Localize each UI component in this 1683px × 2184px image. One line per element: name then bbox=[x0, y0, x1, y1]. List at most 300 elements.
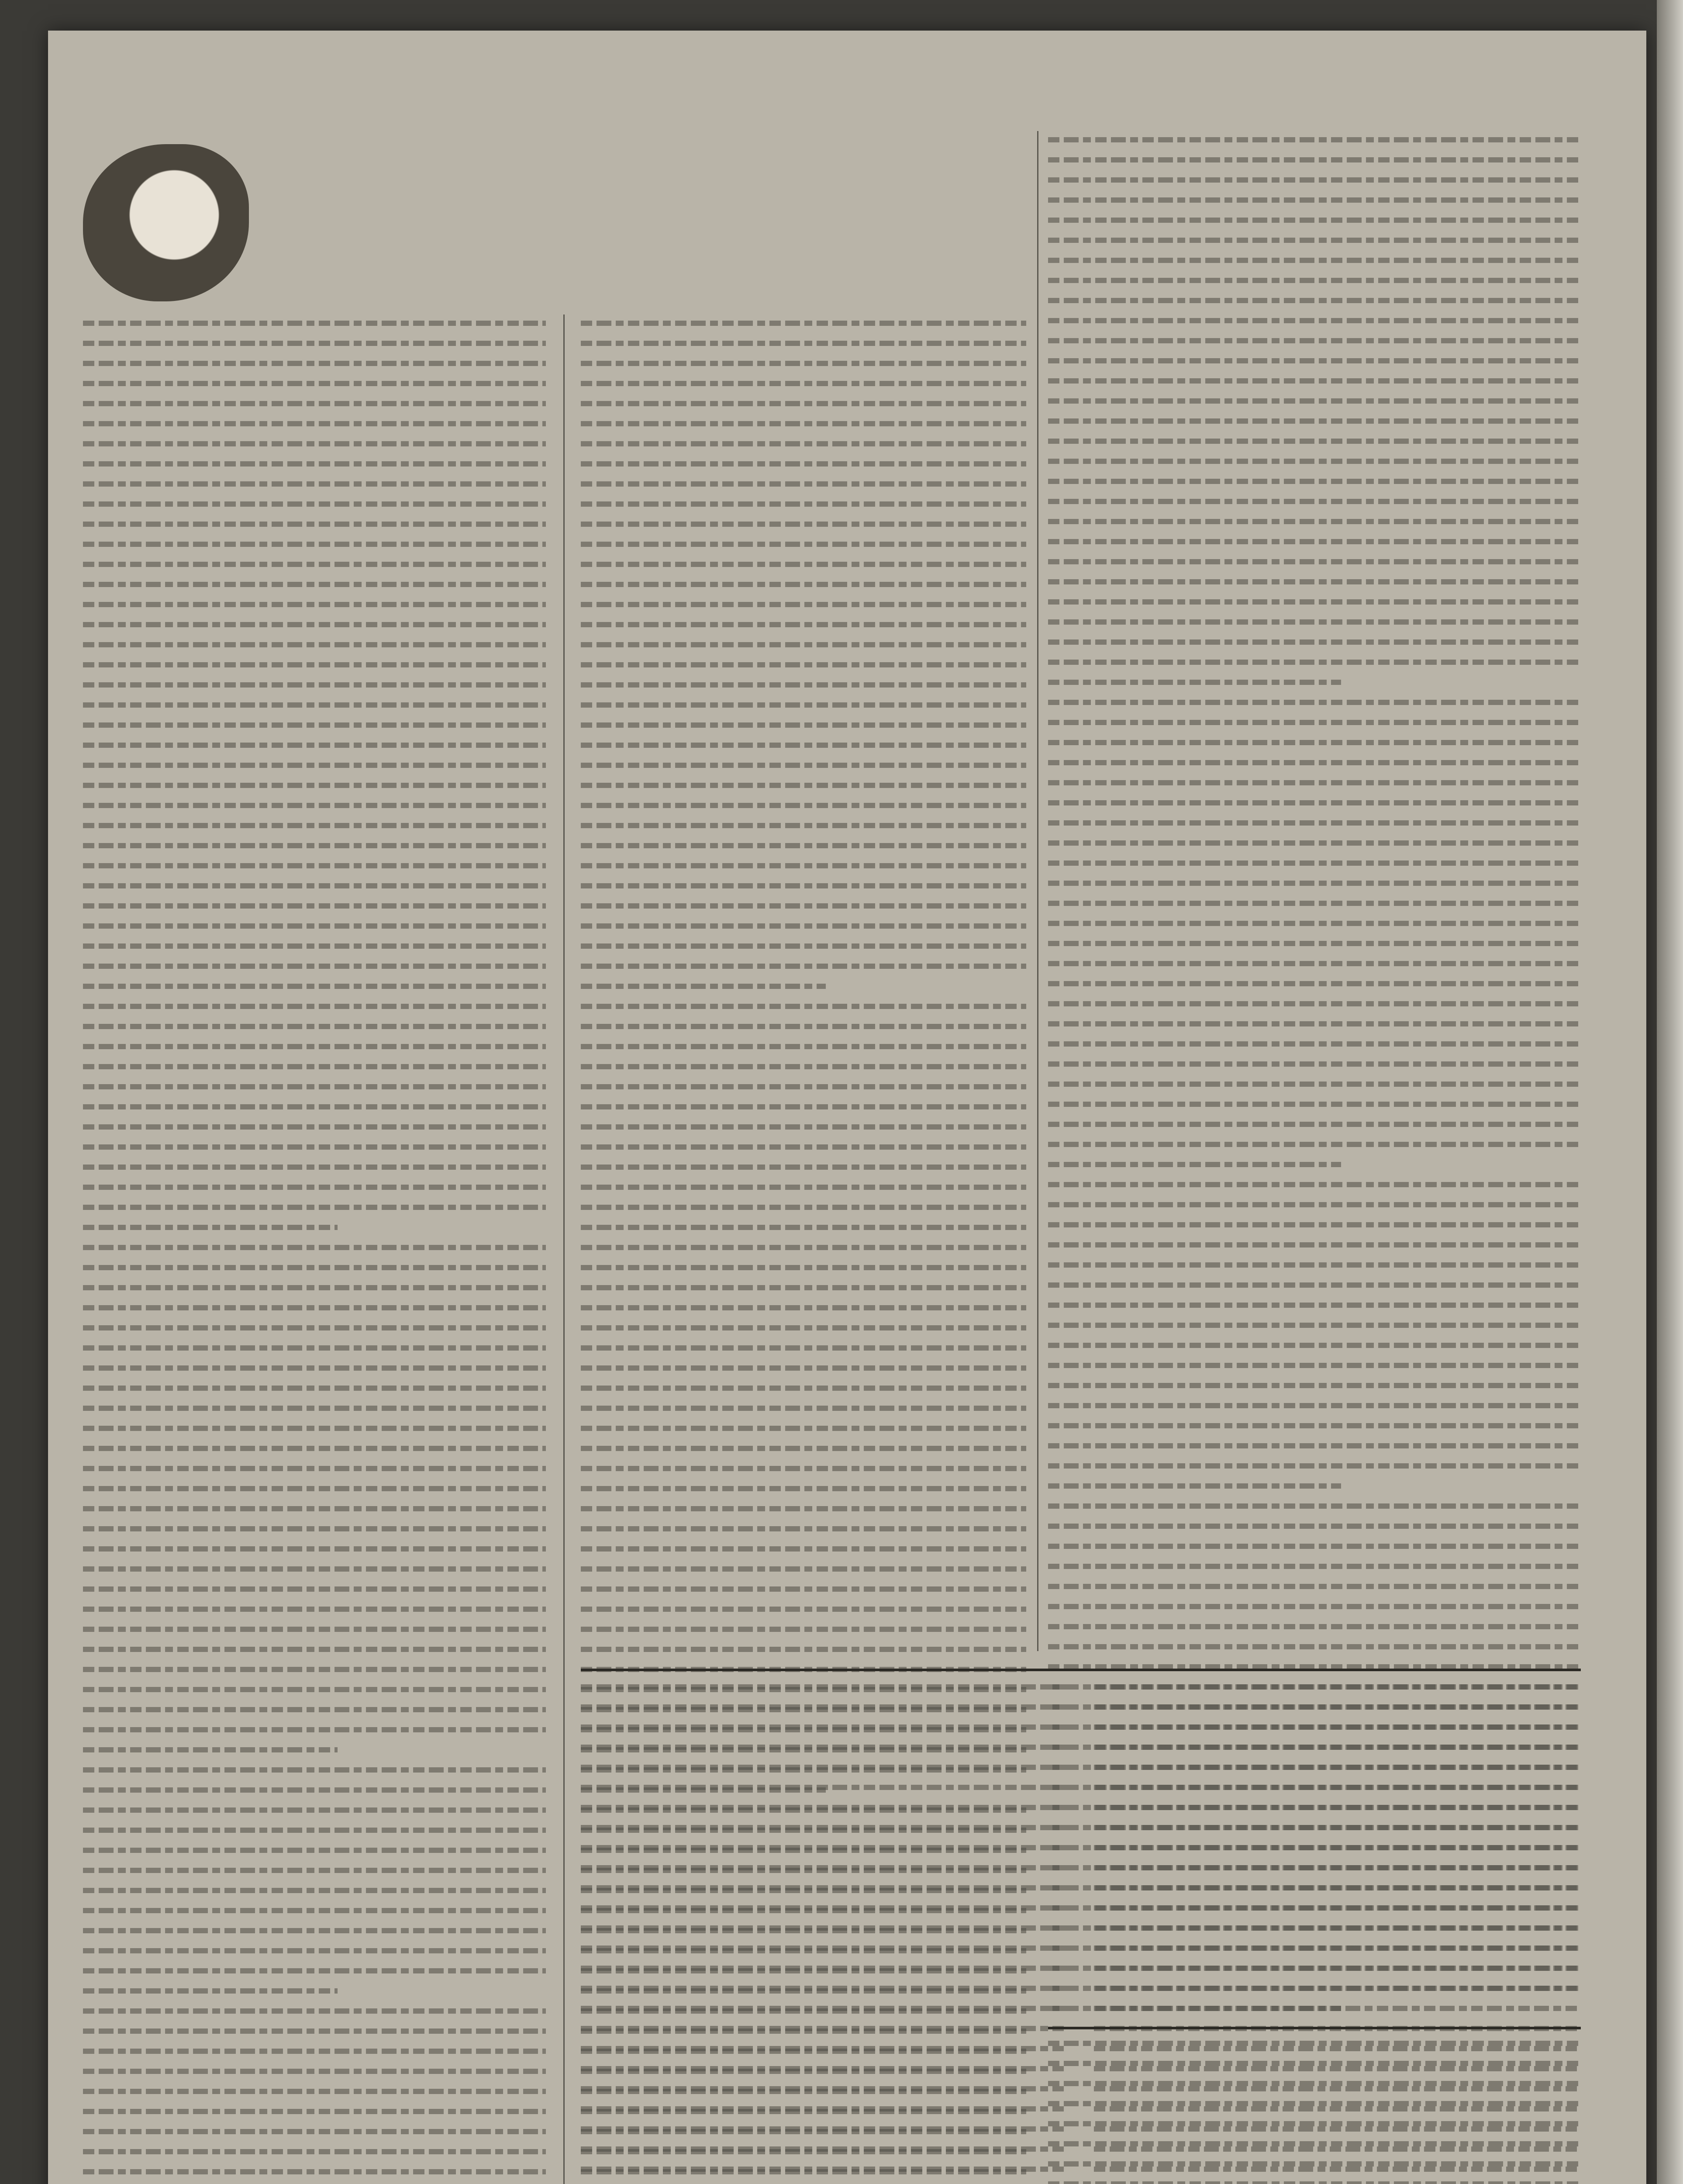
text-line bbox=[1048, 258, 1581, 263]
text-line bbox=[83, 1546, 546, 1552]
text-line bbox=[581, 1044, 1026, 1049]
text-line bbox=[581, 843, 1026, 848]
text-line bbox=[83, 1687, 546, 1692]
text-line bbox=[1048, 1122, 1581, 1127]
text-line bbox=[581, 1885, 1068, 1890]
feature-rule bbox=[581, 1669, 1581, 1671]
text-line bbox=[581, 2167, 1068, 2172]
text-line bbox=[581, 682, 1026, 688]
text-line bbox=[581, 1647, 1026, 1652]
text-line bbox=[83, 1426, 546, 1431]
text-line bbox=[83, 1988, 338, 1994]
text-line bbox=[83, 1165, 546, 1170]
text-line bbox=[581, 1124, 1026, 1130]
text-line bbox=[83, 923, 546, 929]
text-line bbox=[83, 1446, 546, 1451]
text-line bbox=[1048, 660, 1581, 665]
text-line bbox=[83, 341, 546, 346]
text-line bbox=[83, 1004, 546, 1009]
text-line bbox=[83, 1365, 546, 1371]
text-line bbox=[1094, 1805, 1581, 1810]
text-line bbox=[1048, 2101, 1581, 2106]
article-body bbox=[1048, 137, 1581, 685]
text-line bbox=[581, 1825, 1068, 1830]
text-line bbox=[83, 984, 546, 989]
text-line bbox=[581, 622, 1026, 627]
text-line bbox=[1048, 1102, 1581, 1107]
text-line bbox=[1048, 1242, 1581, 1248]
text-line bbox=[83, 401, 546, 406]
text-line bbox=[581, 481, 1026, 487]
text-line bbox=[83, 361, 546, 366]
text-line bbox=[581, 461, 1026, 467]
text-line bbox=[1048, 1503, 1581, 1509]
text-line bbox=[1048, 1564, 1581, 1569]
article-body bbox=[83, 321, 546, 1230]
text-line bbox=[581, 2006, 1068, 2011]
text-line bbox=[1048, 398, 1581, 404]
text-line bbox=[1048, 780, 1581, 785]
text-line bbox=[83, 2109, 546, 2114]
text-line bbox=[83, 1526, 546, 1531]
text-line bbox=[83, 562, 546, 567]
article-body bbox=[83, 2008, 546, 2184]
text-line bbox=[1048, 800, 1581, 805]
text-line bbox=[1048, 1262, 1581, 1268]
text-line bbox=[1048, 1041, 1581, 1047]
text-line bbox=[1048, 1383, 1581, 1388]
text-line bbox=[83, 2049, 546, 2054]
text-line bbox=[83, 1928, 546, 1933]
text-line bbox=[1094, 1704, 1581, 1710]
text-line bbox=[1048, 539, 1581, 544]
text-line bbox=[581, 1446, 1026, 1451]
text-line bbox=[1094, 1885, 1581, 1890]
text-line bbox=[581, 803, 1026, 808]
text-line bbox=[581, 321, 1026, 326]
text-line bbox=[1048, 298, 1581, 303]
text-line bbox=[581, 1684, 1068, 1690]
text-line bbox=[83, 1908, 546, 1913]
text-line bbox=[83, 943, 546, 949]
text-line bbox=[581, 642, 1026, 647]
text-line bbox=[581, 1905, 1068, 1911]
text-line bbox=[83, 1586, 546, 1592]
text-line bbox=[581, 381, 1026, 386]
text-line bbox=[581, 1305, 1026, 1310]
text-line bbox=[83, 803, 546, 808]
text-line bbox=[1048, 2041, 1581, 2046]
text-line bbox=[1048, 760, 1581, 765]
text-line bbox=[83, 542, 546, 547]
text-line bbox=[581, 562, 1026, 567]
text-line bbox=[581, 1765, 1068, 1770]
article-body bbox=[83, 1767, 546, 1994]
text-line bbox=[1048, 559, 1581, 564]
text-line bbox=[83, 1024, 546, 1029]
text-line bbox=[83, 1124, 546, 1130]
text-line bbox=[1048, 820, 1581, 826]
text-line bbox=[1048, 1524, 1581, 1529]
text-line bbox=[1048, 740, 1581, 745]
text-line bbox=[1048, 881, 1581, 886]
text-line bbox=[1048, 961, 1581, 966]
text-line bbox=[83, 1205, 546, 1210]
text-line bbox=[1048, 378, 1581, 384]
text-line bbox=[581, 1406, 1026, 1411]
text-line bbox=[1094, 1684, 1581, 1690]
text-line bbox=[83, 2028, 546, 2034]
text-line bbox=[83, 1084, 546, 1089]
text-line bbox=[581, 1724, 1068, 1730]
text-line bbox=[581, 1104, 1026, 1109]
text-line bbox=[83, 1506, 546, 1511]
text-line bbox=[1048, 921, 1581, 926]
text-line bbox=[581, 1506, 1026, 1511]
text-line bbox=[83, 1064, 546, 1069]
text-line bbox=[1048, 1644, 1581, 1649]
text-line bbox=[581, 763, 1026, 768]
text-line bbox=[1048, 2181, 1581, 2184]
text-line bbox=[581, 1946, 1068, 1951]
text-line bbox=[581, 1526, 1026, 1531]
text-line bbox=[83, 763, 546, 768]
text-line bbox=[83, 1185, 546, 1190]
text-line bbox=[1048, 901, 1581, 906]
text-line bbox=[581, 1225, 1026, 1230]
text-line bbox=[1048, 1463, 1581, 1469]
text-line bbox=[1048, 2081, 1581, 2086]
text-line bbox=[581, 2146, 1068, 2152]
text-line bbox=[83, 1245, 546, 1250]
text-line bbox=[1048, 218, 1581, 223]
article bbox=[83, 1245, 546, 1752]
text-line bbox=[83, 964, 546, 969]
text-line bbox=[83, 1325, 546, 1330]
text-line bbox=[1048, 1363, 1581, 1368]
text-line bbox=[83, 783, 546, 788]
text-line bbox=[581, 1925, 1068, 1931]
text-line bbox=[581, 1627, 1026, 1632]
text-line bbox=[581, 863, 1026, 868]
text-line bbox=[83, 1647, 546, 1652]
text-line bbox=[581, 1205, 1026, 1210]
text-line bbox=[1048, 1202, 1581, 1207]
text-line bbox=[581, 1325, 1026, 1330]
text-line bbox=[581, 1986, 1068, 1991]
text-line bbox=[581, 1365, 1026, 1371]
text-line bbox=[1094, 1986, 1581, 1991]
masthead bbox=[83, 127, 1044, 336]
text-line bbox=[83, 863, 546, 868]
text-line bbox=[1048, 639, 1581, 645]
text-line bbox=[1094, 1825, 1581, 1830]
text-line bbox=[1048, 1303, 1581, 1308]
text-line bbox=[83, 1767, 546, 1773]
text-line bbox=[83, 1285, 546, 1290]
column-rule bbox=[563, 314, 565, 2184]
text-line bbox=[1048, 1142, 1581, 1147]
text-line bbox=[83, 1406, 546, 1411]
text-line bbox=[1048, 238, 1581, 243]
text-line bbox=[581, 1704, 1068, 1710]
text-line bbox=[581, 441, 1026, 446]
text-line bbox=[83, 702, 546, 708]
text-line bbox=[1094, 1845, 1581, 1850]
text-line bbox=[581, 722, 1026, 728]
text-line bbox=[83, 1968, 546, 1973]
text-line bbox=[83, 1888, 546, 1893]
text-line bbox=[1094, 2006, 1581, 2011]
text-line bbox=[1048, 1584, 1581, 1589]
text-line bbox=[1048, 1443, 1581, 1448]
text-line bbox=[581, 542, 1026, 547]
text-line bbox=[581, 984, 826, 989]
text-line bbox=[1048, 278, 1581, 283]
text-line bbox=[581, 1745, 1068, 1750]
text-line bbox=[1048, 1544, 1581, 1549]
text-line bbox=[83, 2169, 546, 2174]
text-line bbox=[581, 1466, 1026, 1471]
text-line bbox=[581, 662, 1026, 667]
text-line bbox=[83, 2089, 546, 2094]
text-line bbox=[1048, 137, 1581, 142]
text-line bbox=[83, 1104, 546, 1109]
text-line bbox=[581, 1966, 1068, 1971]
text-line bbox=[581, 1265, 1026, 1270]
text-line bbox=[1048, 2061, 1581, 2066]
article bbox=[1048, 137, 1581, 685]
text-line bbox=[581, 1245, 1026, 1250]
text-line bbox=[581, 421, 1026, 426]
text-line bbox=[1048, 579, 1581, 584]
text-line bbox=[1048, 1483, 1341, 1489]
text-line bbox=[581, 923, 1026, 929]
text-line bbox=[1048, 840, 1581, 846]
article-body bbox=[83, 1245, 546, 1752]
text-line bbox=[581, 1185, 1026, 1190]
text-line bbox=[1094, 1724, 1581, 1730]
article-body bbox=[1048, 1182, 1581, 1489]
text-line bbox=[581, 1486, 1026, 1491]
article bbox=[581, 321, 1026, 989]
text-line bbox=[83, 1265, 546, 1270]
text-line bbox=[1048, 720, 1581, 725]
text-line bbox=[83, 381, 546, 386]
text-line bbox=[1048, 1021, 1581, 1026]
text-line bbox=[1094, 1865, 1581, 1870]
text-line bbox=[83, 1787, 546, 1793]
text-line bbox=[1048, 1222, 1581, 1227]
text-line bbox=[83, 682, 546, 688]
text-line bbox=[581, 943, 1026, 949]
text-line bbox=[1094, 1745, 1581, 1750]
text-line bbox=[83, 883, 546, 888]
article bbox=[83, 1767, 546, 1994]
text-line bbox=[83, 481, 546, 487]
article-body bbox=[1048, 700, 1581, 1167]
text-line bbox=[83, 1144, 546, 1150]
text-line bbox=[581, 582, 1026, 587]
text-line bbox=[83, 1707, 546, 1712]
text-line bbox=[581, 522, 1026, 527]
text-line bbox=[83, 1807, 546, 1813]
text-line bbox=[83, 1486, 546, 1491]
text-line bbox=[83, 2149, 546, 2154]
text-line bbox=[83, 1386, 546, 1391]
text-line bbox=[1048, 1082, 1581, 1087]
text-line bbox=[83, 903, 546, 909]
text-line bbox=[83, 1607, 546, 1612]
text-line bbox=[1048, 981, 1581, 986]
binding-edge bbox=[1657, 0, 1683, 2184]
text-line bbox=[581, 2046, 1068, 2051]
text-line bbox=[1048, 1001, 1581, 1006]
masthead-illustration bbox=[83, 144, 249, 301]
text-line bbox=[581, 1607, 1026, 1612]
text-line bbox=[83, 1305, 546, 1310]
text-line bbox=[83, 461, 546, 467]
text-line bbox=[83, 1466, 546, 1471]
text-line bbox=[1048, 519, 1581, 524]
text-line bbox=[83, 1848, 546, 1853]
text-line bbox=[83, 1747, 338, 1752]
text-line bbox=[83, 843, 546, 848]
text-line bbox=[83, 1345, 546, 1351]
text-line bbox=[1048, 318, 1581, 323]
text-line bbox=[83, 743, 546, 748]
text-line bbox=[581, 2066, 1068, 2071]
text-line bbox=[581, 361, 1026, 366]
text-line bbox=[581, 1426, 1026, 1431]
text-line bbox=[1048, 1323, 1581, 1328]
article bbox=[1048, 700, 1581, 1167]
text-line bbox=[1048, 599, 1581, 605]
text-line bbox=[1048, 479, 1581, 484]
text-line bbox=[581, 2026, 1068, 2031]
text-line bbox=[581, 702, 1026, 708]
text-line bbox=[581, 903, 1026, 909]
text-line bbox=[581, 1566, 1026, 1572]
text-line bbox=[1048, 1423, 1581, 1428]
text-line bbox=[581, 1845, 1068, 1850]
text-line bbox=[1048, 1604, 1581, 1609]
text-line bbox=[83, 582, 546, 587]
text-line bbox=[1048, 2121, 1581, 2126]
text-line bbox=[83, 501, 546, 507]
text-line bbox=[83, 421, 546, 426]
text-line bbox=[581, 1345, 1026, 1351]
text-line bbox=[83, 1667, 546, 1672]
text-line bbox=[581, 2086, 1068, 2091]
text-line bbox=[1048, 680, 1341, 685]
text-line bbox=[1048, 499, 1581, 504]
text-line bbox=[1048, 459, 1581, 464]
text-line bbox=[581, 2106, 1068, 2111]
text-line bbox=[1048, 1343, 1581, 1348]
text-line bbox=[83, 441, 546, 446]
text-line bbox=[581, 1386, 1026, 1391]
text-line bbox=[1048, 197, 1581, 203]
article bbox=[83, 2008, 546, 2184]
article bbox=[1048, 1182, 1581, 1489]
text-line bbox=[1094, 1905, 1581, 1911]
text-line bbox=[83, 1044, 546, 1049]
article bbox=[83, 321, 546, 1230]
text-line bbox=[1048, 177, 1581, 183]
text-line bbox=[581, 964, 1026, 969]
text-line bbox=[581, 823, 1026, 828]
text-line bbox=[581, 783, 1026, 788]
text-line bbox=[1048, 1403, 1581, 1408]
text-line bbox=[1094, 1785, 1581, 1790]
text-line bbox=[1048, 338, 1581, 343]
text-line bbox=[83, 642, 546, 647]
text-line bbox=[83, 722, 546, 728]
text-line bbox=[581, 1865, 1068, 1870]
text-line bbox=[581, 1586, 1026, 1592]
text-line bbox=[1094, 1946, 1581, 1951]
text-line bbox=[83, 2069, 546, 2074]
text-line bbox=[83, 622, 546, 627]
text-line bbox=[83, 1566, 546, 1572]
text-line bbox=[83, 2129, 546, 2134]
text-line bbox=[1094, 1925, 1581, 1931]
feature-column bbox=[581, 1684, 1068, 2184]
text-line bbox=[83, 602, 546, 607]
imprint bbox=[1048, 2027, 1581, 2184]
column-1 bbox=[83, 314, 546, 2184]
text-line bbox=[581, 1144, 1026, 1150]
text-line bbox=[581, 743, 1026, 748]
text-line bbox=[581, 401, 1026, 406]
text-line bbox=[83, 1627, 546, 1632]
text-line bbox=[1048, 860, 1581, 866]
text-line bbox=[581, 341, 1026, 346]
text-line bbox=[83, 1948, 546, 1953]
text-line bbox=[1048, 358, 1581, 363]
text-line bbox=[1048, 1182, 1581, 1187]
text-line bbox=[1048, 1282, 1581, 1288]
text-line bbox=[83, 2008, 546, 2014]
text-line bbox=[1048, 418, 1581, 424]
text-line bbox=[83, 522, 546, 527]
text-line bbox=[581, 602, 1026, 607]
text-line bbox=[83, 321, 546, 326]
text-line bbox=[581, 1004, 1026, 1009]
text-line bbox=[1048, 700, 1581, 705]
text-line bbox=[581, 1285, 1026, 1290]
text-line bbox=[1048, 2161, 1581, 2167]
text-line bbox=[83, 662, 546, 667]
text-line bbox=[1048, 157, 1581, 162]
text-line bbox=[1048, 619, 1581, 625]
text-line bbox=[83, 1727, 546, 1732]
text-line bbox=[1048, 1061, 1581, 1067]
text-line bbox=[581, 1805, 1068, 1810]
text-line bbox=[1094, 1765, 1581, 1770]
text-line bbox=[1094, 1966, 1581, 1971]
text-line bbox=[581, 1024, 1026, 1029]
text-line bbox=[1048, 1624, 1581, 1629]
text-line bbox=[1048, 439, 1581, 444]
text-line bbox=[83, 1868, 546, 1873]
text-line bbox=[581, 1785, 1068, 1790]
text-line bbox=[581, 2126, 1068, 2132]
text-line bbox=[83, 1225, 338, 1230]
text-line bbox=[83, 1828, 546, 1833]
column-rule bbox=[1037, 131, 1038, 1651]
